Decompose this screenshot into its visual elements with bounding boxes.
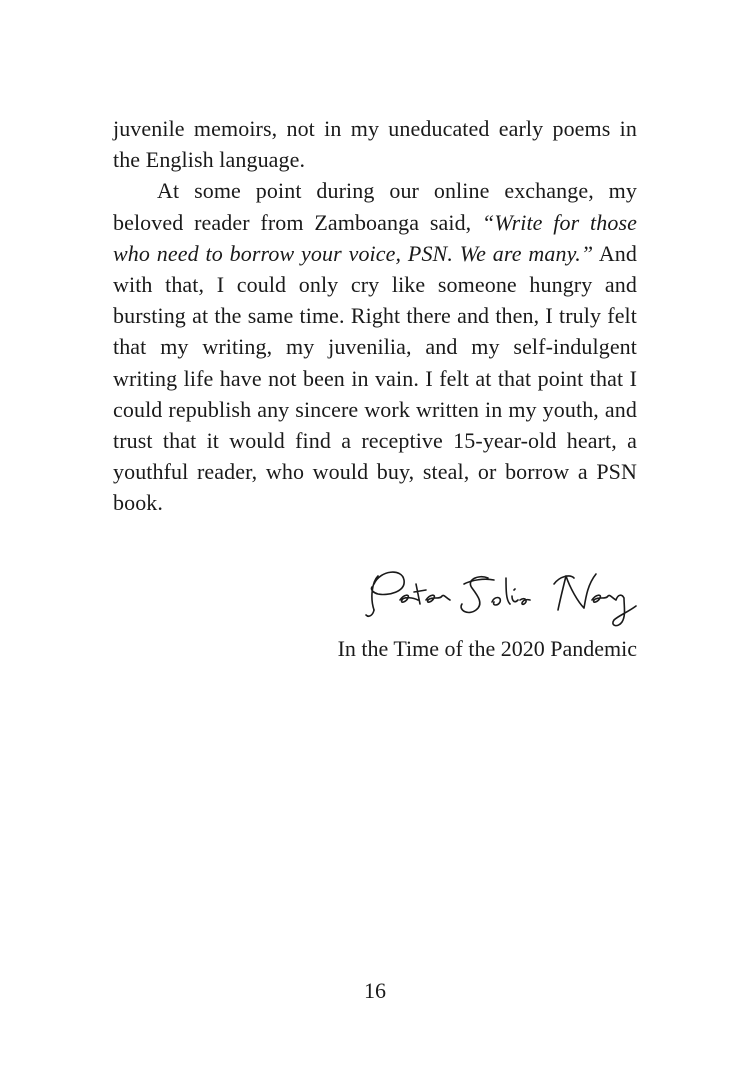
handwritten-signature: [360, 560, 650, 632]
paragraph-2-after-quote: And with that, I could only cry like someone hungry and bursting at the same time. Right there and then, I truly felt that my writing, my juvenilia, and my self-indulgent writing life have not been in vain. I felt at that point that I could republish any sincere work written in my youth, and trust that it would find a receptive 15-year-old heart, a youthful reader, who would buy, steal, or borrow a PSN book.: [113, 240, 638, 516]
closing-dateline: In the Time of the 2020 Pandemic: [337, 636, 637, 661]
paragraph-2-before-quote: At some point during our online exchange, my beloved reader from Zamboanga said,: [113, 178, 637, 235]
paragraph-1: juvenile memoirs, not in my uneducated early poems in the English language.: [113, 116, 637, 173]
page-body: [113, 113, 637, 519]
page-number: 16: [364, 978, 386, 1003]
reader-quote: “Write for those who need to borrow your voice, PSN. We are many.”: [113, 209, 637, 266]
paragraph-2: [113, 175, 637, 518]
